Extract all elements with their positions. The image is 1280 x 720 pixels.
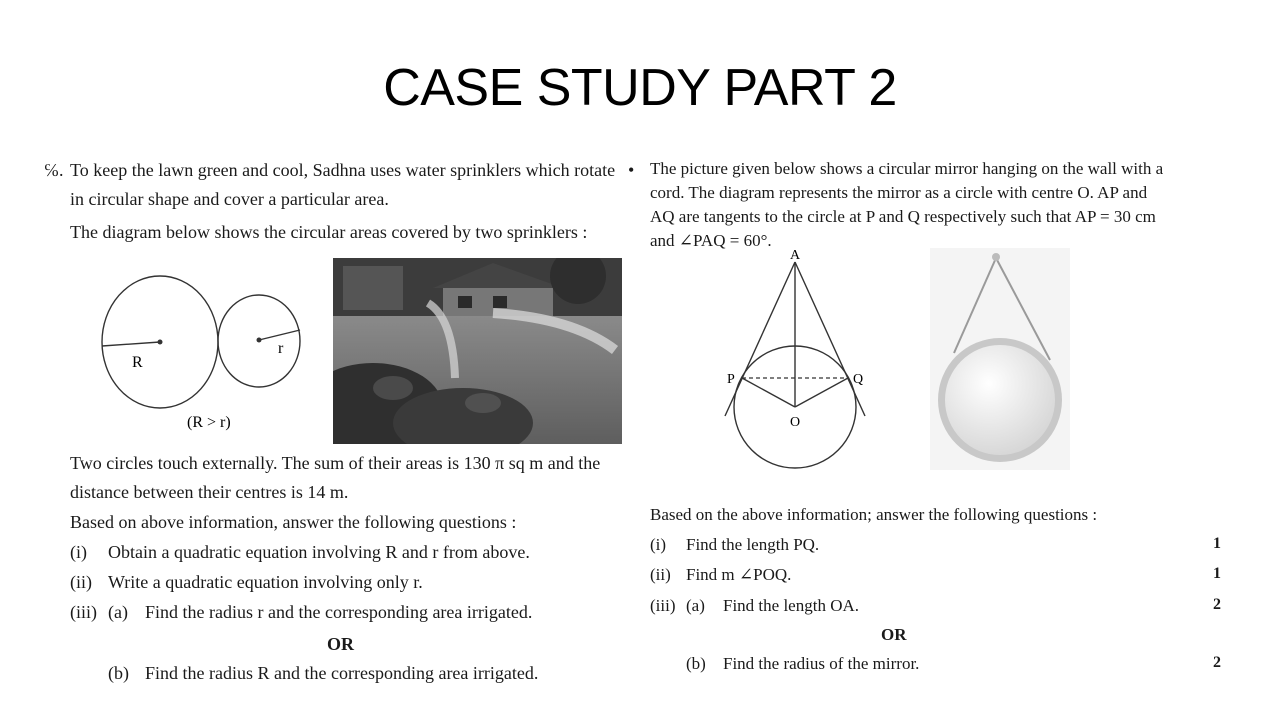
question-number: •: [628, 160, 635, 180]
marks: 2: [1213, 654, 1221, 671]
question-num: (iii): [70, 602, 97, 622]
big-centre: [158, 340, 163, 345]
question-sub: (a): [108, 602, 128, 622]
question-text: Find the radius R and the corresponding area irrigated.: [145, 663, 539, 683]
body-line: Based on above information, answer the following questions :: [70, 512, 517, 532]
intro-line: in circular shape and cover a particular area.: [70, 189, 389, 209]
marks: 2: [1213, 596, 1221, 613]
question-num: (ii): [70, 572, 92, 592]
question-text: Find the length PQ.: [686, 535, 820, 554]
big-radius-label: R: [132, 354, 143, 371]
question-text: Find the radius r and the corresponding area irrigated.: [145, 602, 533, 622]
body-line: distance between their centres is 14 m.: [70, 482, 349, 502]
intro-line: To keep the lawn green and cool, Sadhna uses water sprinklers which rotate: [70, 160, 616, 180]
intro-line: cord. The diagram represents the mirror as a circle with centre O. AP and: [650, 183, 1148, 202]
question-num: (ii): [650, 565, 671, 584]
tangent-aq: [795, 262, 865, 416]
body-line: Two circles touch externally. The sum of their areas is 130 π sq m and the: [70, 453, 601, 473]
point-o-label: O: [790, 415, 801, 430]
intro-line: The diagram below shows the circular areas covered by two sprinklers :: [70, 222, 588, 242]
sprinkler-circles-diagram: [90, 262, 330, 437]
question-num: (iii): [650, 596, 676, 615]
question-sub: (b): [108, 663, 129, 683]
question-number: ℅.: [44, 160, 64, 180]
radius-r-big: [102, 342, 160, 346]
point-a-label: A: [790, 248, 801, 263]
question-text: Find the length OA.: [723, 596, 859, 615]
slide-title: CASE STUDY PART 2: [383, 59, 897, 117]
radius-r-small: [259, 330, 300, 340]
question-num: (i): [70, 542, 87, 562]
lead-text: Based on the above information; answer the following questions :: [650, 505, 1098, 524]
point-q-label: Q: [853, 372, 864, 387]
question-text: Write a quadratic equation involving only r.: [108, 572, 423, 592]
or-separator: OR: [327, 634, 354, 654]
diagram-caption: (R > r): [187, 414, 231, 431]
question-text: Obtain a quadratic equation involving R and r from above.: [108, 542, 530, 562]
marks: 1: [1213, 535, 1221, 552]
mirror-photo: [930, 248, 1070, 470]
radius-op: [742, 378, 795, 407]
question-text: Find the radius of the mirror.: [723, 654, 920, 673]
small-radius-label: r: [278, 340, 284, 357]
sprinkler-photo: [333, 258, 622, 444]
question-sub: (b): [686, 654, 706, 673]
question-num: (i): [650, 535, 667, 554]
point-p-label: P: [727, 372, 735, 387]
tangent-diagram: [715, 244, 875, 474]
intro-line: AQ are tangents to the circle at P and Q respectively such that AP = 30 cm: [650, 207, 1156, 226]
small-centre: [257, 338, 262, 343]
radius-oq: [795, 378, 848, 407]
intro-line: and ∠PAQ = 60°.: [650, 231, 772, 250]
or-separator: OR: [881, 625, 907, 644]
question-sub: (a): [686, 596, 705, 615]
tangent-ap: [725, 262, 795, 416]
marks: 1: [1213, 565, 1221, 582]
question-text: Find m ∠POQ.: [686, 565, 792, 584]
intro-line: The picture given below shows a circular mirror hanging on the wall with a: [650, 159, 1164, 178]
